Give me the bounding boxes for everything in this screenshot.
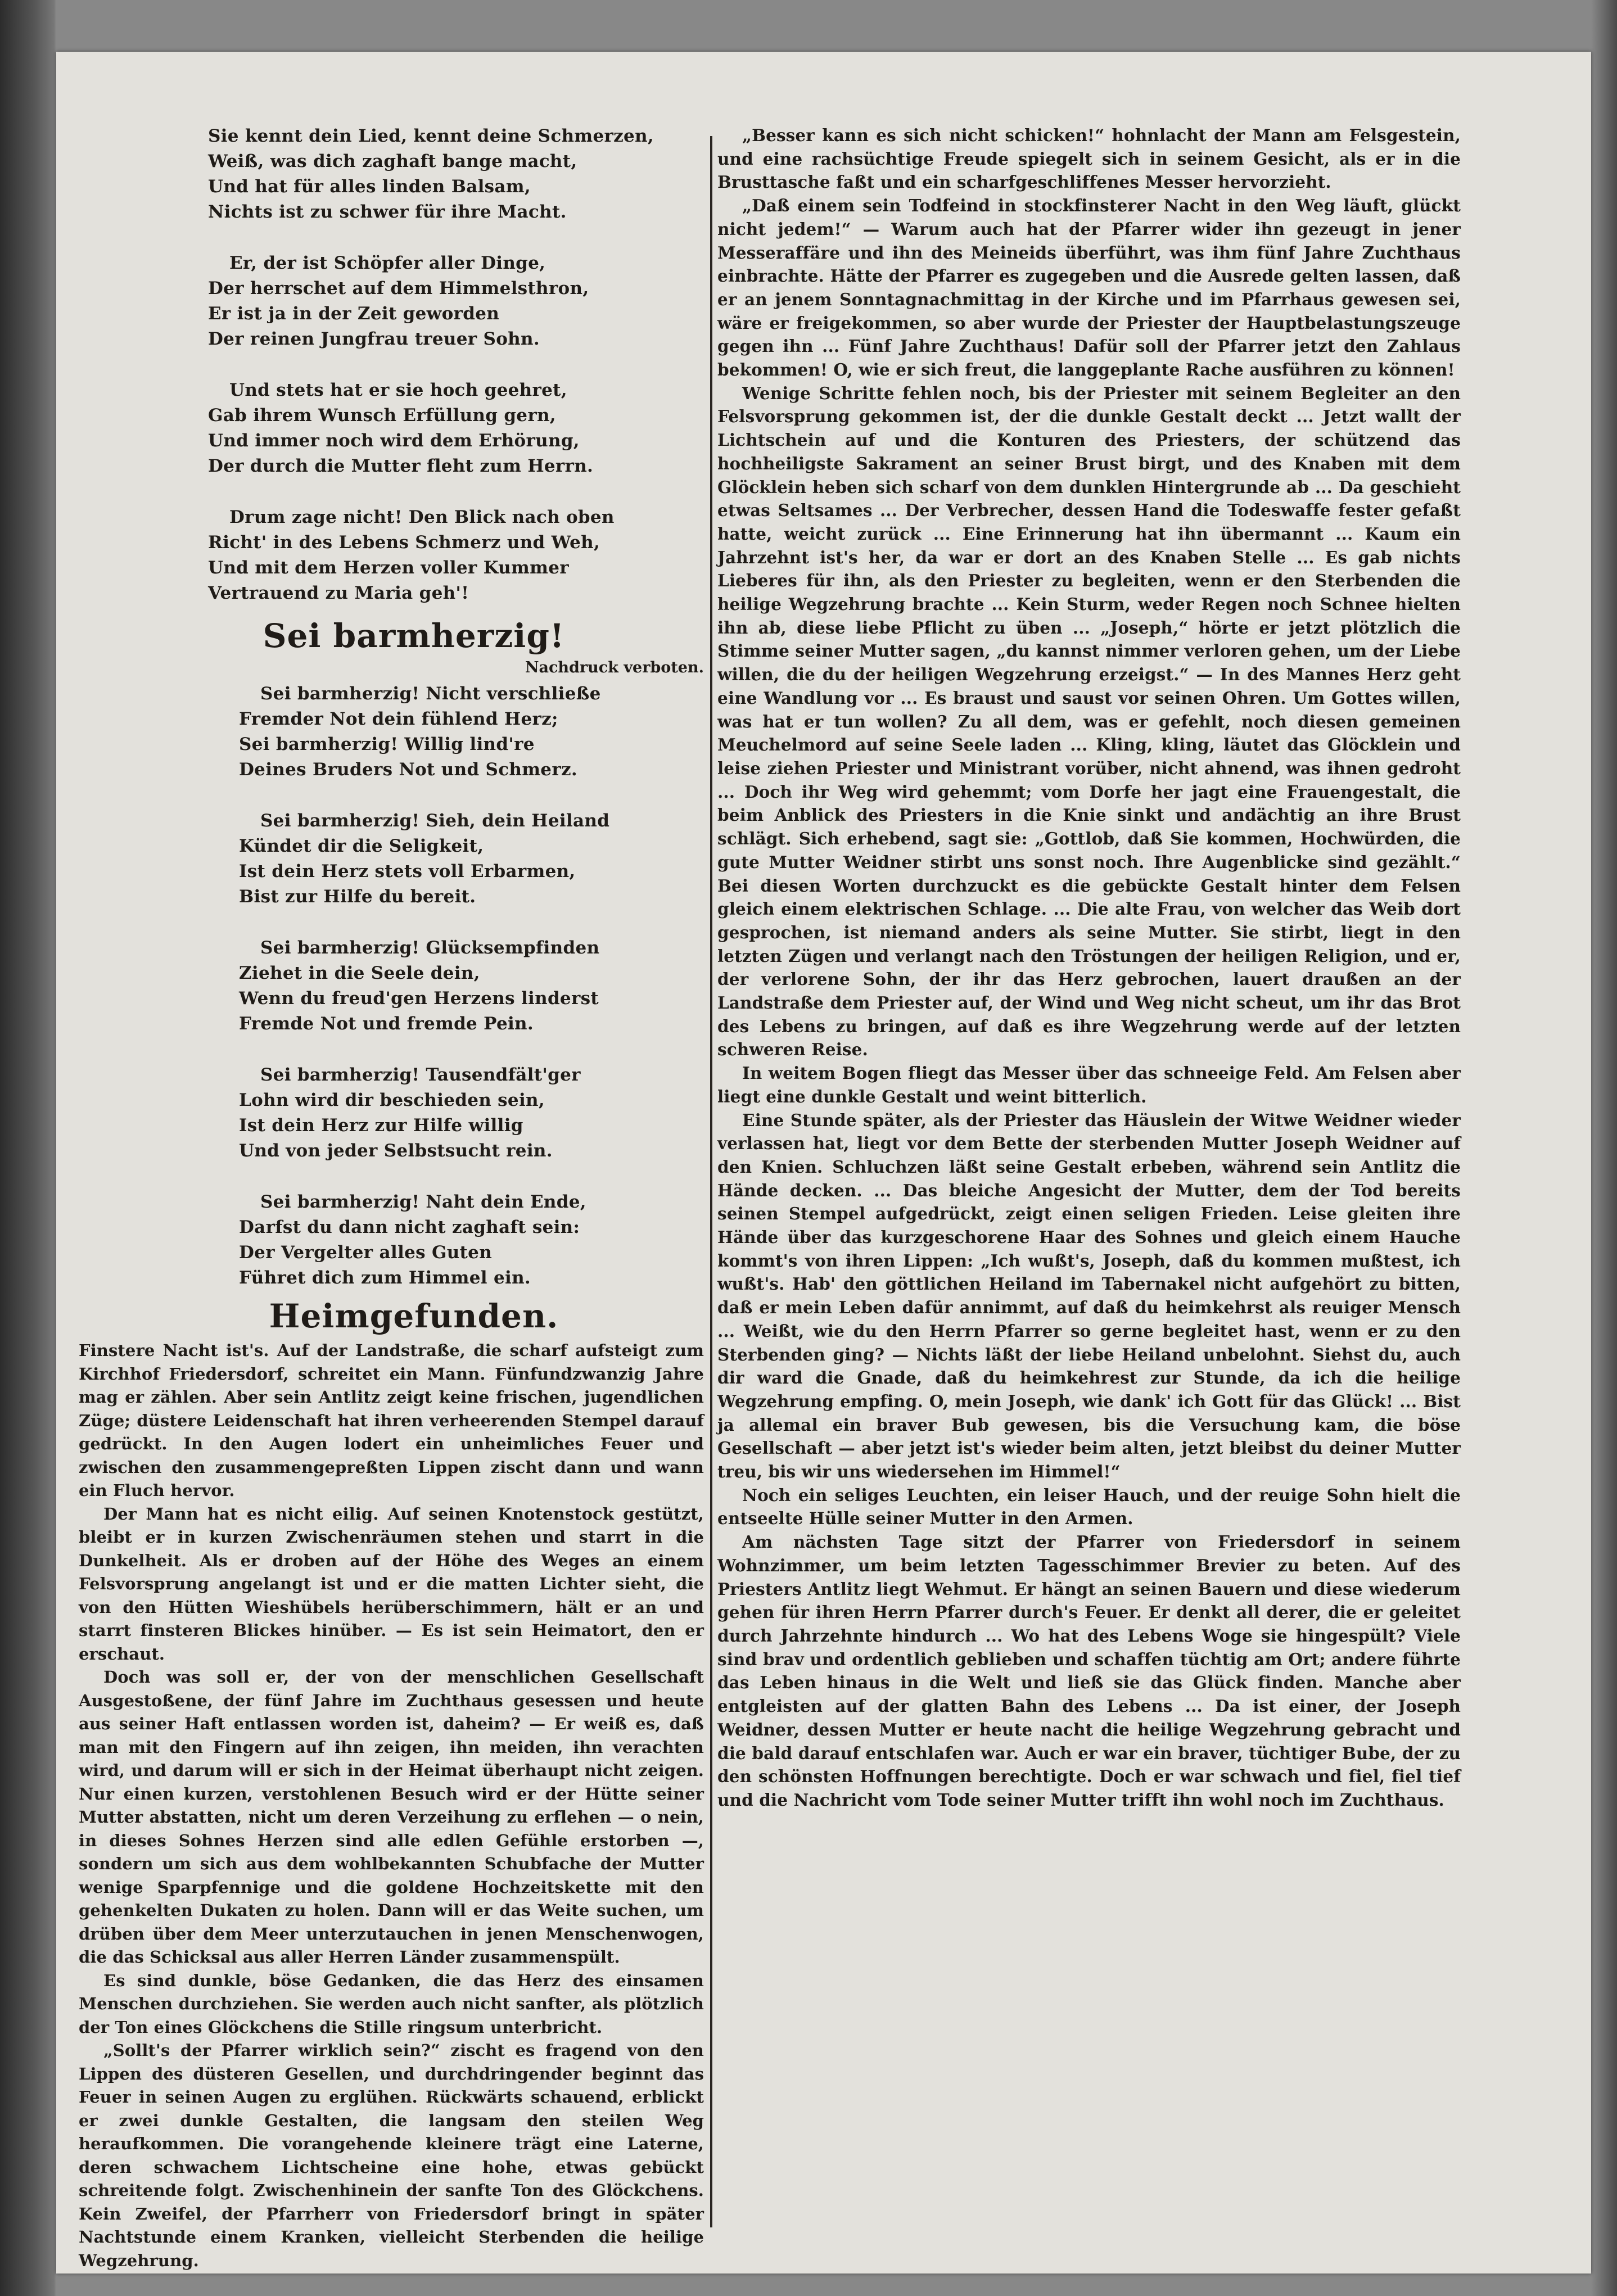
left-column [79,124,704,2270]
poem-line: Fremde Not und fremde Pein. [239,1014,534,1034]
poem-line: Er ist ja in der Zeit geworden [208,304,500,324]
newspaper-page [56,52,1591,2274]
poem-line: Darfst du dann nicht zaghaft sein: [239,1217,580,1237]
poem-line: Sei barmherzig! Willig lind're [239,734,535,754]
poem1-stanza-2 [208,251,704,352]
poem2-stanza-1 [239,681,704,783]
poem-line: Drum zage nicht! Den Blick nach oben [229,507,615,527]
story-right-text [717,124,1461,1812]
poem-line: Ist dein Herz stets voll Erbarmen, [239,861,576,882]
poem-line: Sei barmherzig! Nicht verschließe [260,684,601,704]
poem-line: Lohn wird dir beschieden sein, [239,1090,545,1110]
story-paragraph: Es sind dunkle, böse Gedanken, die das Herz des einsamen Menschen durchziehen. Sie werden auch nicht sanfter, als plötzlich der Ton eines Glöckchens die Stille ringsum unterbricht. [79,1970,704,2037]
column-divider [710,136,712,2227]
copyright-note: Nachdruck verboten. [525,659,704,676]
story-paragraph: „Besser kann es sich nicht schicken!“ hohnlacht der Mann am Felsgestein, und eine rachsüchtige Freude spiegelt sich in seinem Gesicht, als er in die Brusttasche faßt und ein scharfgeschliffenes Messer hervorzieht. [717,125,1461,192]
poem-line: Deines Bruders Not und Schmerz. [239,760,577,780]
story-left-text [79,1339,704,2272]
story-paragraph: Der Mann hat es nicht eilig. Auf seinen Knotenstock gestützt, bleibt er in kurzen Zwischenräumen stehen und starrt in die Dunkelheit. Als er droben auf der Höhe des Weges an einem Felsvorsprung angelangt ist und er die matten Lichter sieht, die von den Hütten Wieshübels herüberschimmern, hält er an und starrt finsteren Blickes hinüber. — Es ist sein Heimatort, den er erschaut. [79,1504,704,1664]
poem-line: Sei barmherzig! Sieh, dein Heiland [260,811,610,831]
poem-line: Sie kennt dein Lied, kennt deine Schmerzen, [208,126,654,146]
poem2-stanza-3 [239,935,704,1037]
poem-line: Ist dein Herz zur Hilfe willig [239,1115,523,1136]
poem-line: Sei barmherzig! Tausendfält'ger [260,1065,581,1085]
poem-line: Wenn du freud'gen Herzens linderst [239,988,599,1009]
story-paragraph: Doch was soll er, der von der menschlichen Gesellschaft Ausgestoßene, der fünf Jahre im Zuchthaus gesessen und heute aus seiner Haft entlassen worden ist, daheim? — Er weiß es, daß man mit den Fingern auf ihn zeigen, ihn meiden, ihn verachten wird, und darum will er sich in der Heimat überhaupt nicht zeigen. Nur einen kurzen, verstohlenen Besuch wird er der Hütte seiner Mutter abstatten, nicht um deren Verzeihung zu erflehen — o nein, in dieses Sohnes Herzen sind alle edlen Gefühle erstorben —, sondern um sich aus dem wohlbekannten Schubfache der Mutter wenige Sparpfennige und die goldene Hochzeitskette mit den gehenkelten Dukaten zu holen. Dann will er das Weite suchen, um drüben über dem Meer unterzutauchen in jenen Menschenwogen, die das Schicksal aus aller Herren Länder zusammenspült. [79,1667,704,1967]
poem2-stanza-5 [239,1190,704,1291]
poem-line: Sei barmherzig! Naht dein Ende, [260,1192,586,1212]
story-paragraph: Eine Stunde später, als der Priester das Häuslein der Witwe Weidner wieder verlassen hat, liegt vor dem Bette der sterbenden Mutter Joseph Weidner auf den Knien. Schluchzen läßt seine Gestalt erbeben, während sein Antlitz die Hände decken. ... Das bleiche Angesicht der Mutter, dem der Tod bereits seinen Stempel aufgedrückt, zeigt einen seligen Frieden. Leise gleiten ihre Hände über das kurzgeschorene Haar des Sohnes und gleich einem Hauche kommt's von ihren Lippen: „Ich wußt's, Joseph, daß du kommen mußtest, ich wußt's. Hab' den göttlichen Heiland im Tabernakel nicht aufgehört zu bitten, daß er mein Leben dafür annimmt, auf daß du heimkehrst als reuiger Mensch ... Weißt, wie du den Herrn Pfarrer so gerne begleitet hast, wenn er zu den Sterbenden ging? — Nichts läßt der liebe Heiland unbelohnt. Siehst du, auch dir ward die Gnade, daß du heimkehrest zur Stunde, da ich die heilige Wegzehrung empfing. O, mein Joseph, wie dank' ich Gott für das Glück! ... Bist ja allemal ein braver Bub gewesen, bis die Versuchung kam, die böse Gesellschaft — aber jetzt ist's wieder beim alten, jetzt bleibst du deiner Mutter treu, bis wir uns wiedersehen im Himmel!“ [717,1110,1461,1482]
poem-line: Sei barmherzig! Glücksempfinden [260,938,600,958]
poem-line: Vertrauend zu Maria geh'! [208,583,469,603]
poem-line: Er, der ist Schöpfer aller Dinge, [229,253,546,273]
poem-line: Bist zur Hilfe du bereit. [239,887,476,907]
poem-line: Ziehet in die Seele dein, [239,963,480,983]
poem2-stanza-2 [239,808,704,910]
poem2-stanza-4 [239,1063,704,1164]
poem-line: Und hat für alles linden Balsam, [208,177,531,197]
poem-line: Und von jeder Selbstsucht rein. [239,1141,553,1161]
poem-line: Der durch die Mutter fleht zum Herrn. [208,456,594,476]
story-paragraph: „Daß einem sein Todfeind in stockfinsterer Nacht in den Weg läuft, glückt nicht jedem!“ — Warum auch hat der Pfarrer wider ihn gezeugt in jener Messeraffäre und ihn des Meineids überführt, was ihm fünf Jahre Zuchthaus einbrachte. Hätte der Pfarrer es zugegeben und die Ausrede gelten lassen, daß er an jenem Sonntagnachmittag in der Kirche und im Pfarrhaus gewesen sei, wäre er freigekommen, so aber wurde der Priester der Hauptbelastungszeuge gegen ihn ... Fünf Jahre Zuchthaus! Dafür soll der Pfarrer jetzt den Zahlaus bekommen! O, wie er sich freut, die langgeplante Rache ausführen zu können! [717,196,1461,380]
poem2-title: Sei barmherzig! [263,617,565,655]
poem-line: Nichts ist zu schwer für ihre Macht. [208,202,567,222]
poem-line: Und mit dem Herzen voller Kummer [208,558,569,578]
poem-line: Gab ihrem Wunsch Erfüllung gern, [208,405,556,426]
poem-line: Der Vergelter alles Guten [239,1242,493,1263]
right-column [717,124,1461,2249]
poem1-stanza-1 [208,124,704,225]
poem-barmherzig [79,681,704,1291]
poem-maria [79,124,704,606]
poem-line: Und stets hat er sie hoch geehret, [229,380,567,400]
poem-line: Der reinen Jungfrau treuer Sohn. [208,329,540,349]
poem-line: Richt' in des Lebens Schmerz und Weh, [208,532,600,553]
story-paragraph: Am nächsten Tage sitzt der Pfarrer von Friedersdorf in seinem Wohnzimmer, um beim letzten Tagesschimmer Brevier zu beten. Auf des Priesters Antlitz liegt Wehmut. Er hängt an seinen Bauern und diese wiederum gehen für ihren Herrn Pfarrer durch's Feuer. Er denkt all derer, die er geleitet durch Jahrzehnte hindurch ... Wo hat des Lebens Woge sie hingespült? Viele sind brav und ordentlich geblieben und schaffen tüchtig am Ort; andere führte das Leben hinaus in die Welt und ließ sie das Glück finden. Manche aber entgleisten auf der glatten Bahn des Lebens ... Da ist einer, der Joseph Weidner, dessen Mutter er heute nacht die heilige Wegzehrung gebracht und die bald darauf entschlafen war. Auch er war ein braver, tüchtiger Bube, der zu den schönsten Hoffnungen berechtigte. Doch er war schwach und fiel, fiel tief und die Nachricht vom Tode seiner Mutter trifft ihn wohl noch im Zuchthaus. [717,1532,1461,1810]
story-title: Heimgefunden. [269,1297,559,1335]
story-paragraph: Finstere Nacht ist's. Auf der Landstraße, die scharf aufsteigt zum Kirchhof Friedersdorf, schreitet ein Mann. Fünfundzwanzig Jahre mag er zählen. Aber sein Antlitz zeigt keine frischen, jugendlichen Züge; düstere Leidenschaft hat ihren verheerenden Stempel darauf gedrückt. In den Augen lodert ein unheimliches Feuer und zwischen den zusammengepreßten Lippen zischt dann und wann ein Fluch hervor. [79,1341,704,1500]
poem-line: Kündet dir die Seligkeit, [239,836,484,856]
scan-right-edge [1591,0,1617,2296]
story-paragraph: Noch ein seliges Leuchten, ein leiser Hauch, und der reuige Sohn hielt die entseelte Hülle seiner Mutter in den Armen. [717,1485,1461,1529]
poem1-stanza-3 [208,378,704,479]
poem-line: Fremder Not dein fühlend Herz; [239,709,558,729]
poem-line: Der herrschet auf dem Himmelsthron, [208,278,589,299]
story-paragraph: In weitem Bogen fliegt das Messer über das schneeige Feld. Am Felsen aber liegt eine dunkle Gestalt und weint bitterlich. [717,1063,1461,1106]
poem-line: Weiß, was dich zaghaft bange macht, [208,151,577,171]
story-paragraph: „Sollt's der Pfarrer wirklich sein?“ zischt es fragend von den Lippen des düsteren Gesellen, und durchdringender beginnt das Feuer in seinen Augen zu erglühen. Rückwärts schauend, erblickt er zwei dunkle Gestalten, die langsam den steilen Weg heraufkommen. Die vorangehende kleinere trägt eine Laterne, deren schwachem Lichtscheine eine hohe, etwas gebückt schreitende folgt. Zwischenhinein der sanfte Ton des Glöckchens. Kein Zweifel, der Pfarrherr von Friedersdorf bringt in später Nachtstunde einem Kranken, vielleicht Sterbenden die heilige Wegzehrung. [79,2041,704,2270]
poem-line: Führet dich zum Himmel ein. [239,1268,531,1288]
story-paragraph: Wenige Schritte fehlen noch, bis der Priester mit seinem Begleiter an den Felsvorsprung gekommen ist, der die dunkle Gestalt deckt ... Jetzt wallt der Lichtschein auf und die Konturen des Priesters, der schützend das hochheiligste Sakrament an seiner Brust birgt, und des Knaben mit dem Glöcklein heben sich scharf von dem dunklen Hintergrunde ab ... Da geschieht etwas Seltsames ... Der Verbrecher, dessen Hand die Todeswaffe fester gefaßt hatte, weicht zurück ... Eine Erinnerung hat ihn übermannt ... Kaum ein Jahrzehnt ist's her, da war er dort an des Knaben Stelle ... Es gab nichts Lieberes für ihn, als den Priester zu begleiten, wenn er den Sterbenden die heilige Wegzehrung brachte ... Kein Sturm, weder Regen noch Schnee hielten ihn ab, diese liebe Pflicht zu üben ... „Joseph,“ hörte er jetzt plötzlich die Stimme seiner Mutter sagen, „du kannst nimmer verloren gehen, um der Liebe willen, die du der heiligen Wegzehrung erzeigst.“ — In des Mannes Herz geht eine Wandlung vor ... Es braust und saust vor seinen Ohren. Um Gottes willen, was hat er tun wollen? Zu all dem, was er gefehlt, noch diesen gemeinen Meuchelmord auf seine Seele laden ... Kling, kling, läutet das Glöcklein und leise ziehen Priester und Ministrant vorüber, nicht ahnend, was ihnen gedroht ... Doch ihr Weg wird gehemmt; vom Dorfe her jagt eine Frauengestalt, die beim Anblick des Priesters in die Knie sinkt und andächtig an ihre Brust schlägt. Sich erhebend, sagt sie: „Gottlob, daß Sie kommen, Hochwürden, die gute Mutter Weidner stirbt uns sonst noch. Ihre Augenblicke sind gezählt.“ Bei diesen Worten durchzuckt es die gebückte Gestalt hinter dem Felsen gleich einem elektrischen Schlage. ... Die alte Frau, von welcher das Weib dort gesprochen, ist niemand anders als seine Mutter. Sie stirbt, liegt in den letzten Zügen und verlangt nach den Tröstungen der heiligen Religion, und er, der verlorene Sohn, der ihr das Herz gebrochen, lauert draußen an der Landstraße dem Priester auf, der Wind und Weg nicht scheut, um ihr das Brot des Lebens zu bringen, auf daß es ihre Wegzehrung werde auf der letzten schweren Reise. [717,383,1461,1060]
poem-line: Und immer noch wird dem Erhörung, [208,431,580,451]
poem1-stanza-4 [208,505,704,606]
